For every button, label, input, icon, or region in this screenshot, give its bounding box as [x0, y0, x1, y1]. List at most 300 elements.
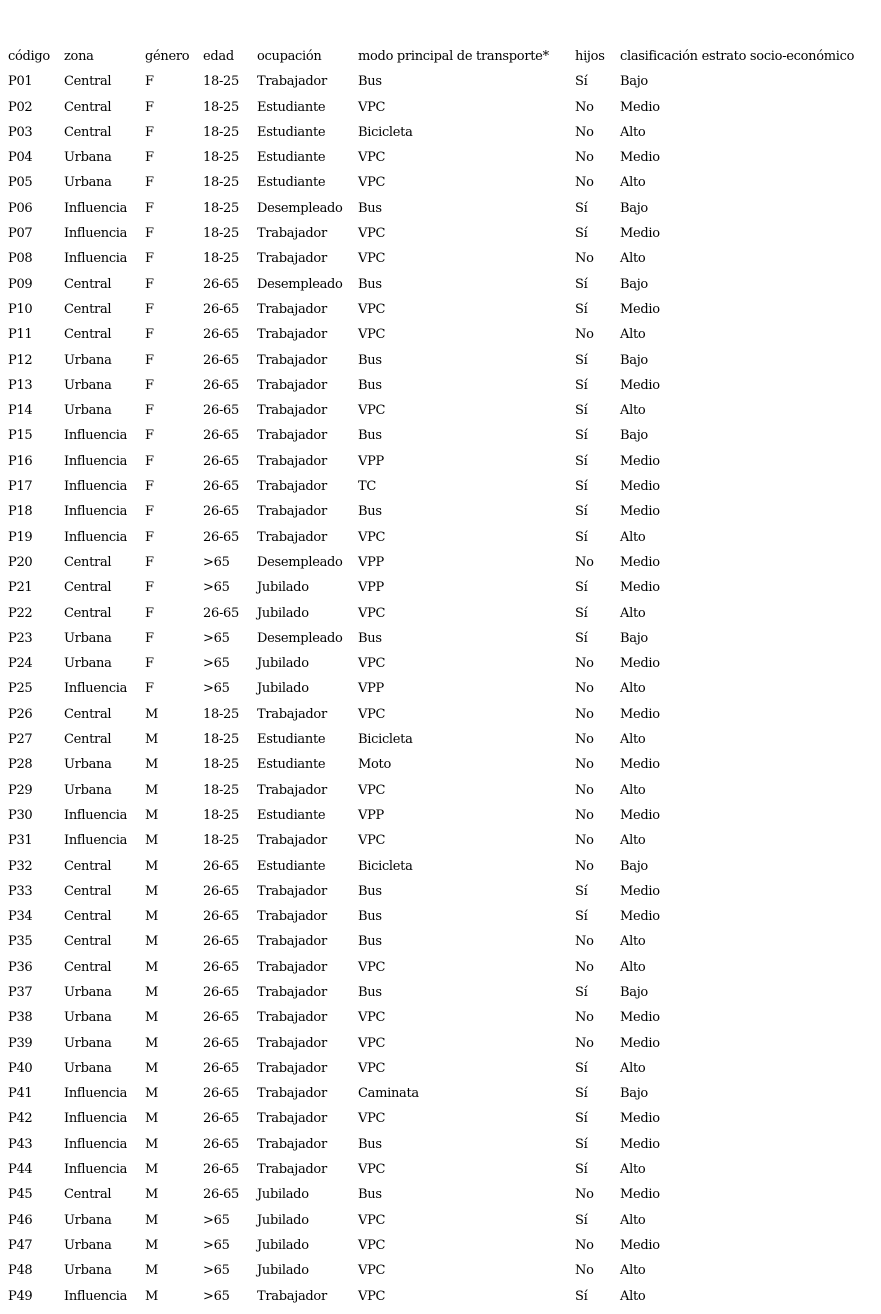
cell-edad: 18-25 — [203, 226, 239, 242]
table-row — [8, 398, 881, 423]
cell-modo: VPC — [358, 959, 386, 975]
cell-zona: Central — [64, 580, 112, 596]
cell-modo: VPC — [358, 1111, 386, 1127]
cell-hijos: No — [575, 858, 594, 874]
table-row — [8, 499, 881, 524]
table-row — [8, 929, 881, 954]
cell-codigo: P28 — [8, 757, 33, 773]
cell-hijos: Sí — [575, 883, 588, 899]
cell-edad: 26-65 — [203, 1136, 239, 1152]
cell-modo: VPC — [358, 1212, 386, 1228]
cell-ocupacion: Trabajador — [257, 1136, 327, 1152]
cell-edad: 26-65 — [203, 605, 239, 621]
cell-estrato: Alto — [620, 681, 646, 697]
cell-ocupacion: Trabajador — [257, 1288, 327, 1304]
cell-genero: M — [145, 1212, 159, 1228]
cell-zona: Urbana — [64, 150, 112, 166]
cell-codigo: P21 — [8, 580, 33, 596]
cell-edad: 18-25 — [203, 200, 239, 216]
cell-modo: VPP — [358, 681, 384, 697]
cell-modo: VPC — [358, 99, 386, 115]
cell-estrato: Medio — [620, 1035, 660, 1051]
cell-edad: 26-65 — [203, 1187, 239, 1203]
table-row — [8, 95, 881, 120]
table-row — [8, 221, 881, 246]
cell-hijos: Sí — [575, 909, 588, 925]
cell-zona: Central — [64, 1187, 112, 1203]
cell-hijos: Sí — [575, 1060, 588, 1076]
cell-hijos: No — [575, 934, 594, 950]
cell-ocupacion: Estudiante — [257, 99, 326, 115]
cell-modo: VPC — [358, 403, 386, 419]
cell-genero: F — [145, 74, 154, 90]
cell-modo: VPP — [358, 453, 384, 469]
column-header-ocupacion: ocupación — [257, 49, 322, 64]
cell-estrato: Alto — [620, 732, 646, 748]
cell-zona: Central — [64, 327, 112, 343]
cell-zona: Central — [64, 959, 112, 975]
cell-modo: VPC — [358, 251, 386, 267]
cell-ocupacion: Desempleado — [257, 554, 343, 570]
cell-genero: F — [145, 251, 154, 267]
cell-ocupacion: Trabajador — [257, 251, 327, 267]
cell-codigo: P03 — [8, 124, 33, 140]
cell-ocupacion: Estudiante — [257, 807, 326, 823]
cell-zona: Urbana — [64, 984, 112, 1000]
cell-hijos: No — [575, 681, 594, 697]
cell-hijos: No — [575, 1187, 594, 1203]
cell-edad: 18-25 — [203, 757, 239, 773]
table-row — [8, 879, 881, 904]
cell-modo: VPC — [358, 175, 386, 191]
cell-codigo: P24 — [8, 656, 33, 672]
cell-codigo: P39 — [8, 1035, 33, 1051]
cell-hijos: No — [575, 327, 594, 343]
cell-ocupacion: Jubilado — [257, 580, 309, 596]
cell-edad: 18-25 — [203, 99, 239, 115]
cell-hijos: No — [575, 251, 594, 267]
cell-modo: Bicicleta — [358, 858, 413, 874]
cell-ocupacion: Trabajador — [257, 934, 327, 950]
cell-codigo: P15 — [8, 428, 33, 444]
table-row — [8, 1284, 881, 1309]
cell-genero: M — [145, 934, 159, 950]
cell-hijos: Sí — [575, 403, 588, 419]
cell-modo: VPC — [358, 833, 386, 849]
cell-estrato: Bajo — [620, 276, 648, 292]
cell-genero: M — [145, 833, 159, 849]
cell-modo: Caminata — [358, 1086, 419, 1102]
table-row — [8, 778, 881, 803]
cell-hijos: Sí — [575, 529, 588, 545]
cell-estrato: Medio — [620, 226, 660, 242]
cell-modo: Bus — [358, 352, 382, 368]
table-row — [8, 575, 881, 600]
cell-genero: F — [145, 327, 154, 343]
cell-estrato: Medio — [620, 807, 660, 823]
cell-codigo: P14 — [8, 403, 33, 419]
cell-codigo: P32 — [8, 858, 33, 874]
cell-zona: Urbana — [64, 1060, 112, 1076]
cell-genero: F — [145, 377, 154, 393]
cell-genero: F — [145, 554, 154, 570]
cell-genero: M — [145, 706, 159, 722]
cell-codigo: P33 — [8, 883, 33, 899]
cell-genero: F — [145, 200, 154, 216]
cell-estrato: Medio — [620, 1187, 660, 1203]
cell-modo: Bus — [358, 428, 382, 444]
table-row — [8, 1157, 881, 1182]
cell-edad: 26-65 — [203, 327, 239, 343]
cell-genero: M — [145, 782, 159, 798]
cell-modo: Bicicleta — [358, 732, 413, 748]
cell-hijos: No — [575, 757, 594, 773]
cell-zona: Influencia — [64, 1288, 128, 1304]
cell-ocupacion: Estudiante — [257, 150, 326, 166]
cell-ocupacion: Trabajador — [257, 909, 327, 925]
cell-edad: 18-25 — [203, 150, 239, 166]
table-row — [8, 702, 881, 727]
cell-hijos: Sí — [575, 200, 588, 216]
cell-modo: Moto — [358, 757, 391, 773]
participants-table — [8, 44, 881, 1309]
cell-hijos: Sí — [575, 605, 588, 621]
cell-codigo: P02 — [8, 99, 33, 115]
cell-genero: F — [145, 605, 154, 621]
cell-zona: Influencia — [64, 251, 128, 267]
cell-genero: M — [145, 732, 159, 748]
table-row — [8, 525, 881, 550]
table-row — [8, 828, 881, 853]
cell-genero: M — [145, 1086, 159, 1102]
table-row — [8, 727, 881, 752]
cell-genero: M — [145, 1060, 159, 1076]
cell-estrato: Medio — [620, 580, 660, 596]
cell-zona: Influencia — [64, 807, 128, 823]
cell-ocupacion: Estudiante — [257, 757, 326, 773]
cell-genero: M — [145, 984, 159, 1000]
cell-ocupacion: Trabajador — [257, 1111, 327, 1127]
cell-codigo: P47 — [8, 1237, 33, 1253]
cell-ocupacion: Trabajador — [257, 529, 327, 545]
cell-estrato: Medio — [620, 377, 660, 393]
cell-zona: Influencia — [64, 504, 128, 520]
cell-genero: M — [145, 1035, 159, 1051]
cell-genero: F — [145, 352, 154, 368]
cell-zona: Urbana — [64, 630, 112, 646]
cell-ocupacion: Desempleado — [257, 276, 343, 292]
cell-zona: Influencia — [64, 1162, 128, 1178]
cell-edad: 26-65 — [203, 352, 239, 368]
cell-zona: Urbana — [64, 656, 112, 672]
cell-genero: M — [145, 1263, 159, 1279]
cell-hijos: No — [575, 833, 594, 849]
cell-hijos: Sí — [575, 1136, 588, 1152]
cell-zona: Influencia — [64, 1086, 128, 1102]
cell-hijos: Sí — [575, 504, 588, 520]
cell-modo: VPC — [358, 1162, 386, 1178]
cell-genero: F — [145, 276, 154, 292]
column-header-genero: género — [145, 49, 190, 64]
cell-ocupacion: Trabajador — [257, 479, 327, 495]
cell-genero: F — [145, 428, 154, 444]
cell-genero: F — [145, 580, 154, 596]
cell-estrato: Bajo — [620, 428, 648, 444]
cell-zona: Urbana — [64, 1035, 112, 1051]
cell-genero: F — [145, 124, 154, 140]
table-row — [8, 626, 881, 651]
cell-modo: Bus — [358, 276, 382, 292]
cell-ocupacion: Estudiante — [257, 124, 326, 140]
cell-zona: Influencia — [64, 1111, 128, 1127]
cell-codigo: P13 — [8, 377, 33, 393]
cell-estrato: Bajo — [620, 630, 648, 646]
cell-ocupacion: Trabajador — [257, 782, 327, 798]
cell-edad: 26-65 — [203, 1162, 239, 1178]
cell-estrato: Medio — [620, 301, 660, 317]
cell-zona: Urbana — [64, 175, 112, 191]
table-row — [8, 904, 881, 929]
column-header-estrato: clasificación estrato socio-económico — [620, 49, 855, 64]
cell-codigo: P16 — [8, 453, 33, 469]
cell-ocupacion: Trabajador — [257, 504, 327, 520]
cell-estrato: Alto — [620, 1162, 646, 1178]
cell-estrato: Alto — [620, 605, 646, 621]
cell-codigo: P29 — [8, 782, 33, 798]
cell-estrato: Medio — [620, 909, 660, 925]
cell-edad: 26-65 — [203, 858, 239, 874]
cell-zona: Influencia — [64, 833, 128, 849]
cell-zona: Influencia — [64, 200, 128, 216]
cell-edad: 26-65 — [203, 428, 239, 444]
cell-estrato: Medio — [620, 883, 660, 899]
cell-hijos: Sí — [575, 377, 588, 393]
cell-codigo: P04 — [8, 150, 33, 166]
table-row — [8, 145, 881, 170]
cell-estrato: Medio — [620, 453, 660, 469]
cell-hijos: Sí — [575, 276, 588, 292]
cell-edad: 18-25 — [203, 833, 239, 849]
cell-codigo: P43 — [8, 1136, 33, 1152]
cell-estrato: Bajo — [620, 1086, 648, 1102]
cell-edad: >65 — [203, 656, 230, 672]
cell-ocupacion: Trabajador — [257, 1035, 327, 1051]
table-row — [8, 1258, 881, 1283]
cell-estrato: Alto — [620, 403, 646, 419]
cell-estrato: Alto — [620, 1263, 646, 1279]
cell-ocupacion: Trabajador — [257, 883, 327, 899]
cell-zona: Central — [64, 554, 112, 570]
cell-ocupacion: Trabajador — [257, 1060, 327, 1076]
cell-modo: VPC — [358, 327, 386, 343]
cell-edad: 26-65 — [203, 883, 239, 899]
cell-estrato: Alto — [620, 251, 646, 267]
cell-ocupacion: Trabajador — [257, 833, 327, 849]
cell-codigo: P10 — [8, 301, 33, 317]
cell-edad: 18-25 — [203, 782, 239, 798]
cell-zona: Influencia — [64, 453, 128, 469]
cell-genero: F — [145, 150, 154, 166]
cell-modo: VPC — [358, 1263, 386, 1279]
cell-hijos: Sí — [575, 453, 588, 469]
cell-codigo: P05 — [8, 175, 33, 191]
cell-ocupacion: Jubilado — [257, 1237, 309, 1253]
cell-edad: 26-65 — [203, 1035, 239, 1051]
cell-ocupacion: Trabajador — [257, 706, 327, 722]
table-row — [8, 1208, 881, 1233]
cell-modo: Bicicleta — [358, 124, 413, 140]
cell-ocupacion: Jubilado — [257, 656, 309, 672]
cell-modo: VPC — [358, 529, 386, 545]
cell-codigo: P38 — [8, 1010, 33, 1026]
cell-modo: Bus — [358, 984, 382, 1000]
cell-codigo: P31 — [8, 833, 33, 849]
cell-ocupacion: Jubilado — [257, 681, 309, 697]
cell-hijos: Sí — [575, 1288, 588, 1304]
cell-hijos: Sí — [575, 1111, 588, 1127]
cell-codigo: P08 — [8, 251, 33, 267]
table-row — [8, 120, 881, 145]
cell-modo: VPC — [358, 1010, 386, 1026]
cell-edad: 18-25 — [203, 124, 239, 140]
cell-zona: Central — [64, 605, 112, 621]
cell-edad: 26-65 — [203, 1060, 239, 1076]
cell-zona: Central — [64, 301, 112, 317]
cell-codigo: P30 — [8, 807, 33, 823]
cell-edad: 18-25 — [203, 251, 239, 267]
table-row — [8, 196, 881, 221]
cell-zona: Central — [64, 934, 112, 950]
cell-estrato: Medio — [620, 554, 660, 570]
cell-estrato: Bajo — [620, 352, 648, 368]
cell-ocupacion: Estudiante — [257, 175, 326, 191]
cell-hijos: Sí — [575, 984, 588, 1000]
table-row — [8, 1005, 881, 1030]
cell-codigo: P41 — [8, 1086, 33, 1102]
cell-zona: Central — [64, 276, 112, 292]
cell-hijos: Sí — [575, 226, 588, 242]
table-row — [8, 676, 881, 701]
cell-hijos: No — [575, 150, 594, 166]
cell-ocupacion: Estudiante — [257, 732, 326, 748]
cell-genero: M — [145, 959, 159, 975]
cell-ocupacion: Trabajador — [257, 984, 327, 1000]
cell-modo: VPC — [358, 782, 386, 798]
cell-modo: VPC — [358, 1035, 386, 1051]
cell-codigo: P09 — [8, 276, 33, 292]
cell-modo: VPP — [358, 554, 384, 570]
cell-modo: VPC — [358, 1237, 386, 1253]
cell-modo: VPC — [358, 605, 386, 621]
cell-ocupacion: Estudiante — [257, 858, 326, 874]
cell-edad: 26-65 — [203, 479, 239, 495]
cell-modo: Bus — [358, 1187, 382, 1203]
table-row — [8, 651, 881, 676]
cell-zona: Central — [64, 706, 112, 722]
table-row — [8, 423, 881, 448]
table-row — [8, 297, 881, 322]
cell-estrato: Medio — [620, 706, 660, 722]
cell-modo: VPC — [358, 226, 386, 242]
cell-codigo: P01 — [8, 74, 33, 90]
cell-modo: Bus — [358, 909, 382, 925]
cell-codigo: P25 — [8, 681, 33, 697]
table-row — [8, 1132, 881, 1157]
cell-hijos: No — [575, 175, 594, 191]
cell-zona: Urbana — [64, 377, 112, 393]
column-header-hijos: hijos — [575, 49, 605, 64]
cell-zona: Central — [64, 99, 112, 115]
cell-estrato: Medio — [620, 1111, 660, 1127]
cell-hijos: Sí — [575, 74, 588, 90]
cell-codigo: P26 — [8, 706, 33, 722]
cell-edad: 26-65 — [203, 1086, 239, 1102]
cell-edad: >65 — [203, 1263, 230, 1279]
cell-zona: Urbana — [64, 1212, 112, 1228]
cell-edad: 18-25 — [203, 807, 239, 823]
cell-modo: Bus — [358, 1136, 382, 1152]
cell-ocupacion: Jubilado — [257, 1187, 309, 1203]
cell-modo: Bus — [358, 504, 382, 520]
cell-modo: VPP — [358, 807, 384, 823]
cell-edad: 26-65 — [203, 1010, 239, 1026]
cell-edad: 26-65 — [203, 403, 239, 419]
cell-hijos: No — [575, 1035, 594, 1051]
table-row — [8, 1081, 881, 1106]
cell-codigo: P17 — [8, 479, 33, 495]
cell-hijos: Sí — [575, 1086, 588, 1102]
cell-ocupacion: Trabajador — [257, 1086, 327, 1102]
cell-codigo: P35 — [8, 934, 33, 950]
cell-zona: Central — [64, 732, 112, 748]
table-row — [8, 449, 881, 474]
cell-codigo: P11 — [8, 327, 33, 343]
cell-hijos: Sí — [575, 479, 588, 495]
cell-zona: Influencia — [64, 681, 128, 697]
cell-estrato: Alto — [620, 1060, 646, 1076]
cell-edad: 26-65 — [203, 377, 239, 393]
cell-estrato: Alto — [620, 959, 646, 975]
cell-hijos: No — [575, 656, 594, 672]
cell-edad: 26-65 — [203, 959, 239, 975]
cell-genero: F — [145, 504, 154, 520]
cell-codigo: P42 — [8, 1111, 33, 1127]
cell-estrato: Alto — [620, 124, 646, 140]
cell-genero: M — [145, 807, 159, 823]
table-row — [8, 752, 881, 777]
table-row — [8, 1031, 881, 1056]
cell-edad: 26-65 — [203, 453, 239, 469]
cell-codigo: P37 — [8, 984, 33, 1000]
table-row — [8, 246, 881, 271]
cell-edad: >65 — [203, 1237, 230, 1253]
cell-genero: F — [145, 656, 154, 672]
table-row — [8, 322, 881, 347]
cell-edad: 18-25 — [203, 732, 239, 748]
cell-estrato: Bajo — [620, 858, 648, 874]
cell-genero: M — [145, 1162, 159, 1178]
cell-hijos: Sí — [575, 428, 588, 444]
cell-edad: >65 — [203, 681, 230, 697]
cell-modo: TC — [358, 479, 377, 495]
table-row — [8, 955, 881, 980]
column-header-codigo: código — [8, 49, 50, 64]
cell-estrato: Bajo — [620, 200, 648, 216]
cell-estrato: Medio — [620, 479, 660, 495]
cell-modo: Bus — [358, 630, 382, 646]
table-row — [8, 272, 881, 297]
cell-ocupacion: Jubilado — [257, 1263, 309, 1279]
